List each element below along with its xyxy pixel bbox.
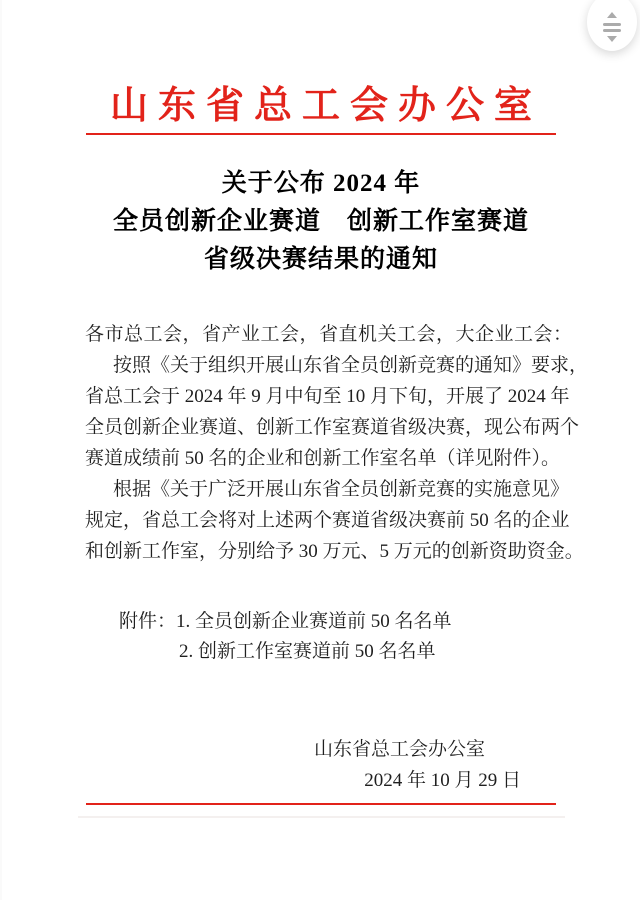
body-line: 根据《关于广泛开展山东省全员创新竞赛的实施意见》: [113, 479, 570, 500]
document-title-line-2: 全员创新企业赛道 创新工作室赛道: [112, 208, 529, 235]
triangle-down-icon: [607, 36, 617, 42]
attachment-item-1: 附件：1. 全员创新企业赛道前 50 名名单: [119, 611, 452, 632]
body-line: 和创新工作室，分别给予 30 万元、5 万元的创新资助资金。: [85, 541, 584, 562]
letterhead-red-rule: [86, 133, 556, 135]
footer-red-rule: [86, 803, 556, 805]
drag-handle-bars-icon: [603, 23, 621, 26]
letterhead-org-name: 山东省总工会办公室: [109, 85, 542, 127]
document-image-bottom-edge: [78, 816, 565, 818]
signature-org-name: 山东省总工会办公室: [313, 739, 485, 760]
drag-handle-bars-icon: [603, 29, 621, 32]
body-salutation: 各市总工会，省产业工会，省直机关工会，大企业工会：: [85, 324, 573, 345]
body-line: 全员创新企业赛道、创新工作室赛道省级决赛，现公布两个: [85, 417, 580, 438]
body-line: 按照《关于组织开展山东省全员创新竞赛的通知》要求，: [113, 355, 589, 376]
signature-block: [2, 734, 640, 796]
document-title-line-1: 关于公布 2024 年: [221, 170, 421, 197]
attachments-list: [119, 607, 556, 667]
scroll-handle-widget[interactable]: [587, 0, 637, 51]
body-line: 省总工会于 2024 年 9 月中旬至 10 月下旬，开展了 2024 年: [85, 386, 570, 407]
body-line: 赛道成绩前 50 名的企业和创新工作室名单（详见附件）。: [85, 448, 561, 469]
document-body: [85, 319, 589, 567]
document-title: [2, 165, 640, 279]
attachment-item-2: 2. 创新工作室赛道前 50 名名单: [179, 641, 436, 662]
body-line: 规定，省总工会将对上述两个赛道省级决赛前 50 名的企业: [85, 510, 570, 531]
triangle-up-icon: [607, 12, 617, 18]
document-title-line-3: 省级决赛结果的通知: [203, 246, 438, 273]
signature-date: 2024 年 10 月 29 日: [364, 770, 521, 791]
